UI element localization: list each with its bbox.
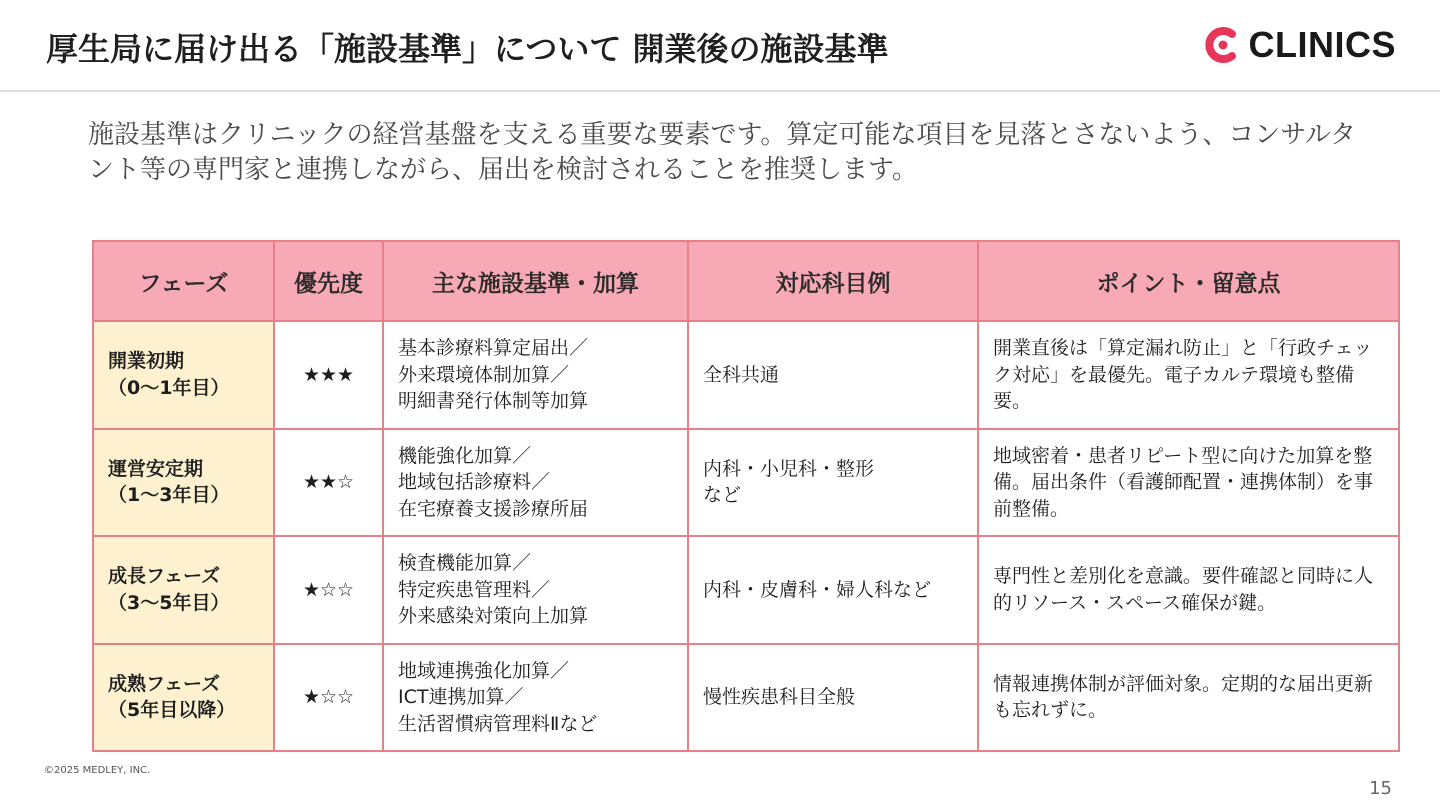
phase-cell: 運営安定期 （1〜3年目） xyxy=(93,429,274,537)
header-divider xyxy=(0,90,1440,92)
phase-cell: 成熟フェーズ （5年目以降） xyxy=(93,644,274,752)
copyright-text: ©2025 MEDLEY, INC. xyxy=(44,765,151,776)
departments-cell: 慢性疾患科目全般 xyxy=(688,644,978,752)
table-row xyxy=(93,644,1399,752)
column-header-phase: フェーズ xyxy=(93,241,274,321)
logo-text: CLINICS xyxy=(1248,24,1396,65)
phase-cell: 成長フェーズ （3〜5年目） xyxy=(93,536,274,644)
page-number: 15 xyxy=(1369,778,1392,799)
points-cell: 専門性と差別化を意識。要件確認と同時に人的リソース・スペース確保が鍵。 xyxy=(978,536,1399,644)
clinics-logo xyxy=(1201,24,1397,66)
priority-stars: ★★☆ xyxy=(274,429,383,537)
column-header-departments: 対応科目例 xyxy=(688,241,978,321)
phase-cell: 開業初期 （0〜1年目） xyxy=(93,321,274,429)
priority-stars: ★☆☆ xyxy=(274,644,383,752)
facility-standards-table xyxy=(92,240,1400,752)
table-row xyxy=(93,429,1399,537)
page-title: 厚生局に届け出る「施設基準」について 開業後の施設基準 xyxy=(46,30,889,68)
standards-cell: 地域連携強化加算／ ICT連携加算／ 生活習慣病管理料Ⅱなど xyxy=(383,644,688,752)
departments-cell: 内科・皮膚科・婦人科など xyxy=(688,536,978,644)
table-row xyxy=(93,321,1399,429)
column-header-standards: 主な施設基準・加算 xyxy=(383,241,688,321)
points-cell: 開業直後は「算定漏れ防止」と「行政チェック対応」を最優先。電子カルテ環境も整備要。 xyxy=(978,321,1399,429)
table-row xyxy=(93,536,1399,644)
table-header-row xyxy=(93,241,1399,321)
column-header-points: ポイント・留意点 xyxy=(978,241,1399,321)
departments-cell: 内科・小児科・整形 など xyxy=(688,429,978,537)
priority-stars: ★☆☆ xyxy=(274,536,383,644)
priority-stars: ★★★ xyxy=(274,321,383,429)
clinics-c-logo-icon xyxy=(1201,25,1241,65)
points-cell: 地域密着・患者リピート型に向けた加算を整備。届出条件（看護師配置・連携体制）を事前整備。 xyxy=(978,429,1399,537)
column-header-priority: 優先度 xyxy=(274,241,383,321)
standards-cell: 機能強化加算／ 地域包括診療料／ 在宅療養支援診療所届 xyxy=(383,429,688,537)
standards-cell: 検査機能加算／ 特定疾患管理料／ 外来感染対策向上加算 xyxy=(383,536,688,644)
points-cell: 情報連携体制が評価対象。定期的な届出更新も忘れずに。 xyxy=(978,644,1399,752)
lead-paragraph: 施設基準はクリニックの経営基盤を支える重要な要素です。算定可能な項目を見落とさないよう、コンサルタント等の専門家と連携しながら、届出を検討されることを推奨します。 xyxy=(88,120,1357,185)
standards-cell: 基本診療料算定届出／ 外来環境体制加算／ 明細書発行体制等加算 xyxy=(383,321,688,429)
departments-cell: 全科共通 xyxy=(688,321,978,429)
